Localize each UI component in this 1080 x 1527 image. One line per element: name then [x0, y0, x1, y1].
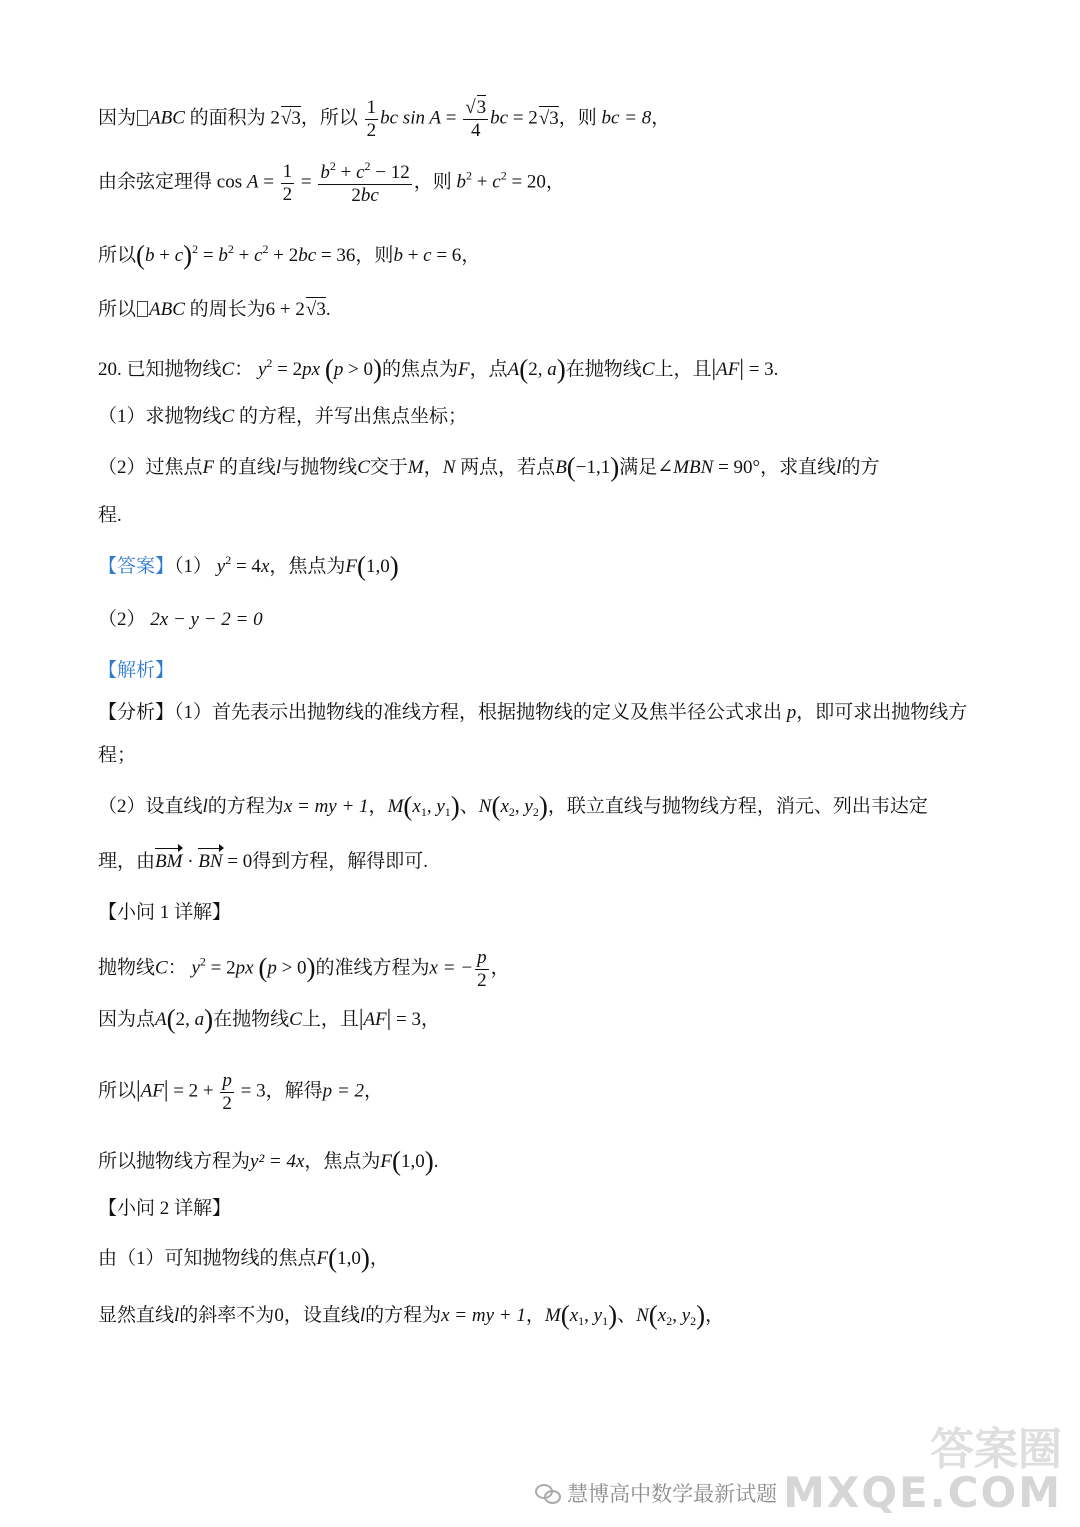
text: 交于 — [369, 457, 408, 478]
text: 的方程为 — [365, 1305, 442, 1326]
solution2-line-2: 显然直线l的斜率不为0，设直线l的方程为x = my + 1，$M(x_1$, $y_1$)、$N(x_2$, $y_2$)， — [98, 1300, 725, 1330]
text: . — [325, 299, 331, 320]
question-20-part1 — [98, 407, 467, 426]
text: 的斜率不为 — [179, 1305, 275, 1326]
watermark-site: MXQE.COM — [783, 1468, 1062, 1517]
vector-bm: BM — [155, 851, 183, 872]
math: l — [174, 1305, 180, 1326]
math: bc — [490, 107, 509, 129]
text: 因为 — [98, 107, 137, 129]
text: ，点 — [469, 359, 508, 380]
fraction: $\frac{1}{2}$ — [282, 161, 293, 205]
text: （2）过焦点 — [98, 457, 203, 478]
math: C — [357, 457, 370, 478]
math: l — [202, 796, 208, 817]
fraction: $\frac{p}{2}$ — [222, 1070, 232, 1114]
text: ， — [705, 1305, 725, 1326]
text: ， — [545, 171, 565, 193]
solution-line-3: 所以|AF| = 2 + $\frac{p}{2}$ = 3，解得p = 2， — [98, 1070, 383, 1114]
text: ， — [363, 1080, 383, 1102]
math: p = 2 — [322, 1080, 364, 1102]
text: ，焦点为 — [269, 556, 346, 577]
text: 与抛物线 — [281, 457, 358, 478]
answer-line-1: 【答案】（1） $y^2 = 4x$，焦点为F(1,0) — [98, 551, 399, 581]
text: 满足 — [619, 457, 658, 478]
text: ，求直线 — [760, 457, 837, 478]
math: N — [442, 457, 456, 478]
text: 两点，若点 — [455, 457, 556, 478]
triangle-symbol — [137, 301, 148, 317]
math: C — [155, 957, 168, 979]
vector-bn: BN — [198, 851, 223, 872]
text: 的方 — [841, 457, 880, 478]
text: . — [433, 1151, 439, 1172]
text: 显然直线 — [98, 1305, 175, 1326]
analysis-line-1-cont: 程； — [98, 745, 137, 766]
line-cosine: 由余弦定理得 cos A = $\frac{1}{2}$ = $\frac{b^2 + c^2 - 12}{2bc}$ ，则 $b^2 + c^2 = 20$， — [98, 159, 565, 206]
question-20-part2-cont: 程. — [98, 505, 122, 526]
text: ， — [461, 245, 481, 266]
text: ， — [368, 796, 388, 817]
text: 所以抛物线方程为 — [98, 1151, 251, 1172]
answer-tag: 【答案】 — [98, 556, 175, 577]
math: M — [407, 457, 424, 478]
math: = 0 — [227, 851, 253, 872]
math: = 2 + — [173, 1080, 214, 1102]
text: ，则 — [355, 245, 394, 266]
text: 因为点 — [98, 1009, 156, 1030]
text: 的方程，并写出焦点坐标； — [234, 406, 467, 427]
text: 得到方程，解得即可. — [252, 851, 429, 872]
text: 的面积为 — [184, 107, 266, 129]
triangle-symbol — [137, 110, 148, 126]
text: 、 — [617, 1305, 637, 1326]
text: （2）设直线 — [98, 796, 203, 817]
math: l — [275, 457, 282, 478]
analysis-line-2-cont: 理，由BM · BN = 0得到方程，解得即可. — [98, 851, 429, 872]
math: x = my + 1 — [441, 1305, 526, 1326]
text: 所以 — [98, 245, 137, 266]
text: ， — [490, 957, 510, 979]
text: ，解得 — [265, 1080, 323, 1102]
subquestion-2-heading: 【小问 2 详解】 — [98, 1198, 232, 1219]
text: ，联立直线与抛物线方程，消元、列出韦达定 — [547, 796, 928, 817]
math: y² = 4x — [250, 1151, 305, 1172]
text: ： — [167, 957, 187, 979]
text: ， — [651, 107, 671, 129]
math: F — [202, 457, 215, 478]
text: ，即可求出抛物线方 — [796, 702, 968, 723]
text: ， — [421, 1009, 441, 1030]
question-number: 20. — [98, 359, 122, 380]
math: 2x − y − 2 = 0 — [150, 609, 263, 630]
math: √3 — [280, 107, 301, 129]
subquestion-1-heading: 【小问 1 详解】 — [98, 902, 232, 923]
text: 的焦点为 — [382, 359, 459, 380]
line-area: 因为 ABC 的面积为 2√3，所以 $\frac{1}{2}$ bc sin A = $\frac{√3}{4}$ bc = 2√3，则 bc = 8， — [98, 97, 671, 141]
text: （2） — [98, 609, 146, 630]
text: 、 — [459, 796, 479, 817]
math: l — [836, 457, 842, 478]
text: ，则 — [558, 107, 597, 129]
text: 的准线方程为 — [315, 957, 430, 979]
math: = 3 — [396, 1009, 421, 1030]
analysis-line-2: （2）设直线l的方程为x = my + 1，$M(x_1$, $y_1$)、$N(x_2$, $y_2$)，联立直线与抛物线方程，消元、列出韦达定 — [98, 791, 928, 821]
solution-line-4: 所以抛物线方程为y² = 4x，焦点为F(1,0). — [98, 1146, 439, 1176]
text: ，焦点为 — [304, 1151, 381, 1172]
text: ，所以 — [300, 107, 358, 129]
text: 的直线 — [214, 457, 276, 478]
text: 上，且 — [654, 359, 712, 380]
text: 抛物线 — [98, 957, 156, 979]
text: ，设直线 — [283, 1305, 360, 1326]
math: = 3 — [240, 1080, 266, 1102]
text: 的方程为 — [207, 796, 284, 817]
text: ， — [369, 1248, 389, 1269]
line-perimeter: 所以 ABC 的周长为6 + 2√3. — [98, 299, 331, 320]
fraction: $\frac{1}{2}$ — [366, 97, 377, 141]
math: bc sin A — [380, 107, 441, 129]
math: 0 — [274, 1305, 284, 1326]
text: 所以 — [98, 299, 137, 320]
text: 由余弦定理得 — [98, 171, 213, 193]
math: bc = 8 — [601, 107, 652, 129]
text: 的周长为 — [184, 299, 266, 320]
text: 理，由 — [98, 851, 156, 872]
math: x = − — [429, 957, 474, 979]
watermark-stamp: 答案圈 — [930, 1424, 1062, 1475]
math: ABC — [149, 299, 185, 320]
math: C — [221, 406, 235, 427]
text: 已知抛物线 — [126, 359, 222, 380]
text: ， — [423, 457, 443, 478]
fraction: $\frac{p}{2}$ — [477, 947, 487, 991]
watermark — [535, 1424, 1062, 1517]
text: 在抛物线 — [565, 359, 642, 380]
solution2-line-1: 由（1）可知抛物线的焦点F(1,0)， — [98, 1243, 389, 1273]
math: l — [359, 1305, 366, 1326]
math: p — [786, 702, 797, 723]
question-20-part2: （2）过焦点F 的直线l与抛物线C交于M，N 两点，若点B(−1,1)满足∠MBN = 90°，求直线l的方 — [98, 452, 880, 482]
math: ABC — [149, 107, 185, 129]
answer-line-2 — [98, 610, 263, 629]
analysis-tag: 【解析】 — [98, 660, 175, 681]
text: 由（1）可知抛物线的焦点 — [98, 1248, 317, 1269]
solution-line-2: 因为点A(2, a)在抛物线C上，且|AF| = 3， — [98, 1004, 441, 1034]
solution-line-1: 抛物线C： $y^2 = 2px$ (p > 0)的准线方程为x = − $\frac{p}{2}$ ， — [98, 947, 510, 991]
line-sum: 所以$(b + c)^2 = b^2 + c^2 + 2bc = 36$，则b + c = 6， — [98, 240, 481, 270]
text: ， — [525, 1305, 545, 1326]
text: 在抛物线 — [213, 1009, 290, 1030]
text: （1） — [174, 556, 213, 577]
analysis-line-1 — [98, 703, 967, 722]
fraction: $\frac{√3}{4}$ — [465, 97, 487, 141]
text: 【分析】（1）首先表示出抛物线的准线方程，根据抛物线的定义及焦半径公式求出 — [98, 702, 783, 723]
text: ，则 — [413, 171, 452, 193]
fraction: $\frac{b^2 + c^2 - 12}{2bc}$ — [320, 159, 410, 206]
text: （1）求抛物线 — [98, 406, 222, 427]
math: C — [289, 1009, 302, 1030]
watermark-account: 慧博高中数学最新试题 — [567, 1481, 778, 1506]
math: x = my + 1 — [283, 796, 369, 817]
text: 所以 — [98, 1080, 137, 1102]
wechat-icon — [535, 1482, 561, 1504]
question-20: 20. 已知抛物线C： $y^2 = 2px$ (p > 0)的焦点为F，点A(2, a)在抛物线C上，且|AF| = 3. — [98, 354, 779, 384]
text: 上，且 — [301, 1009, 359, 1030]
text: . — [773, 359, 779, 380]
